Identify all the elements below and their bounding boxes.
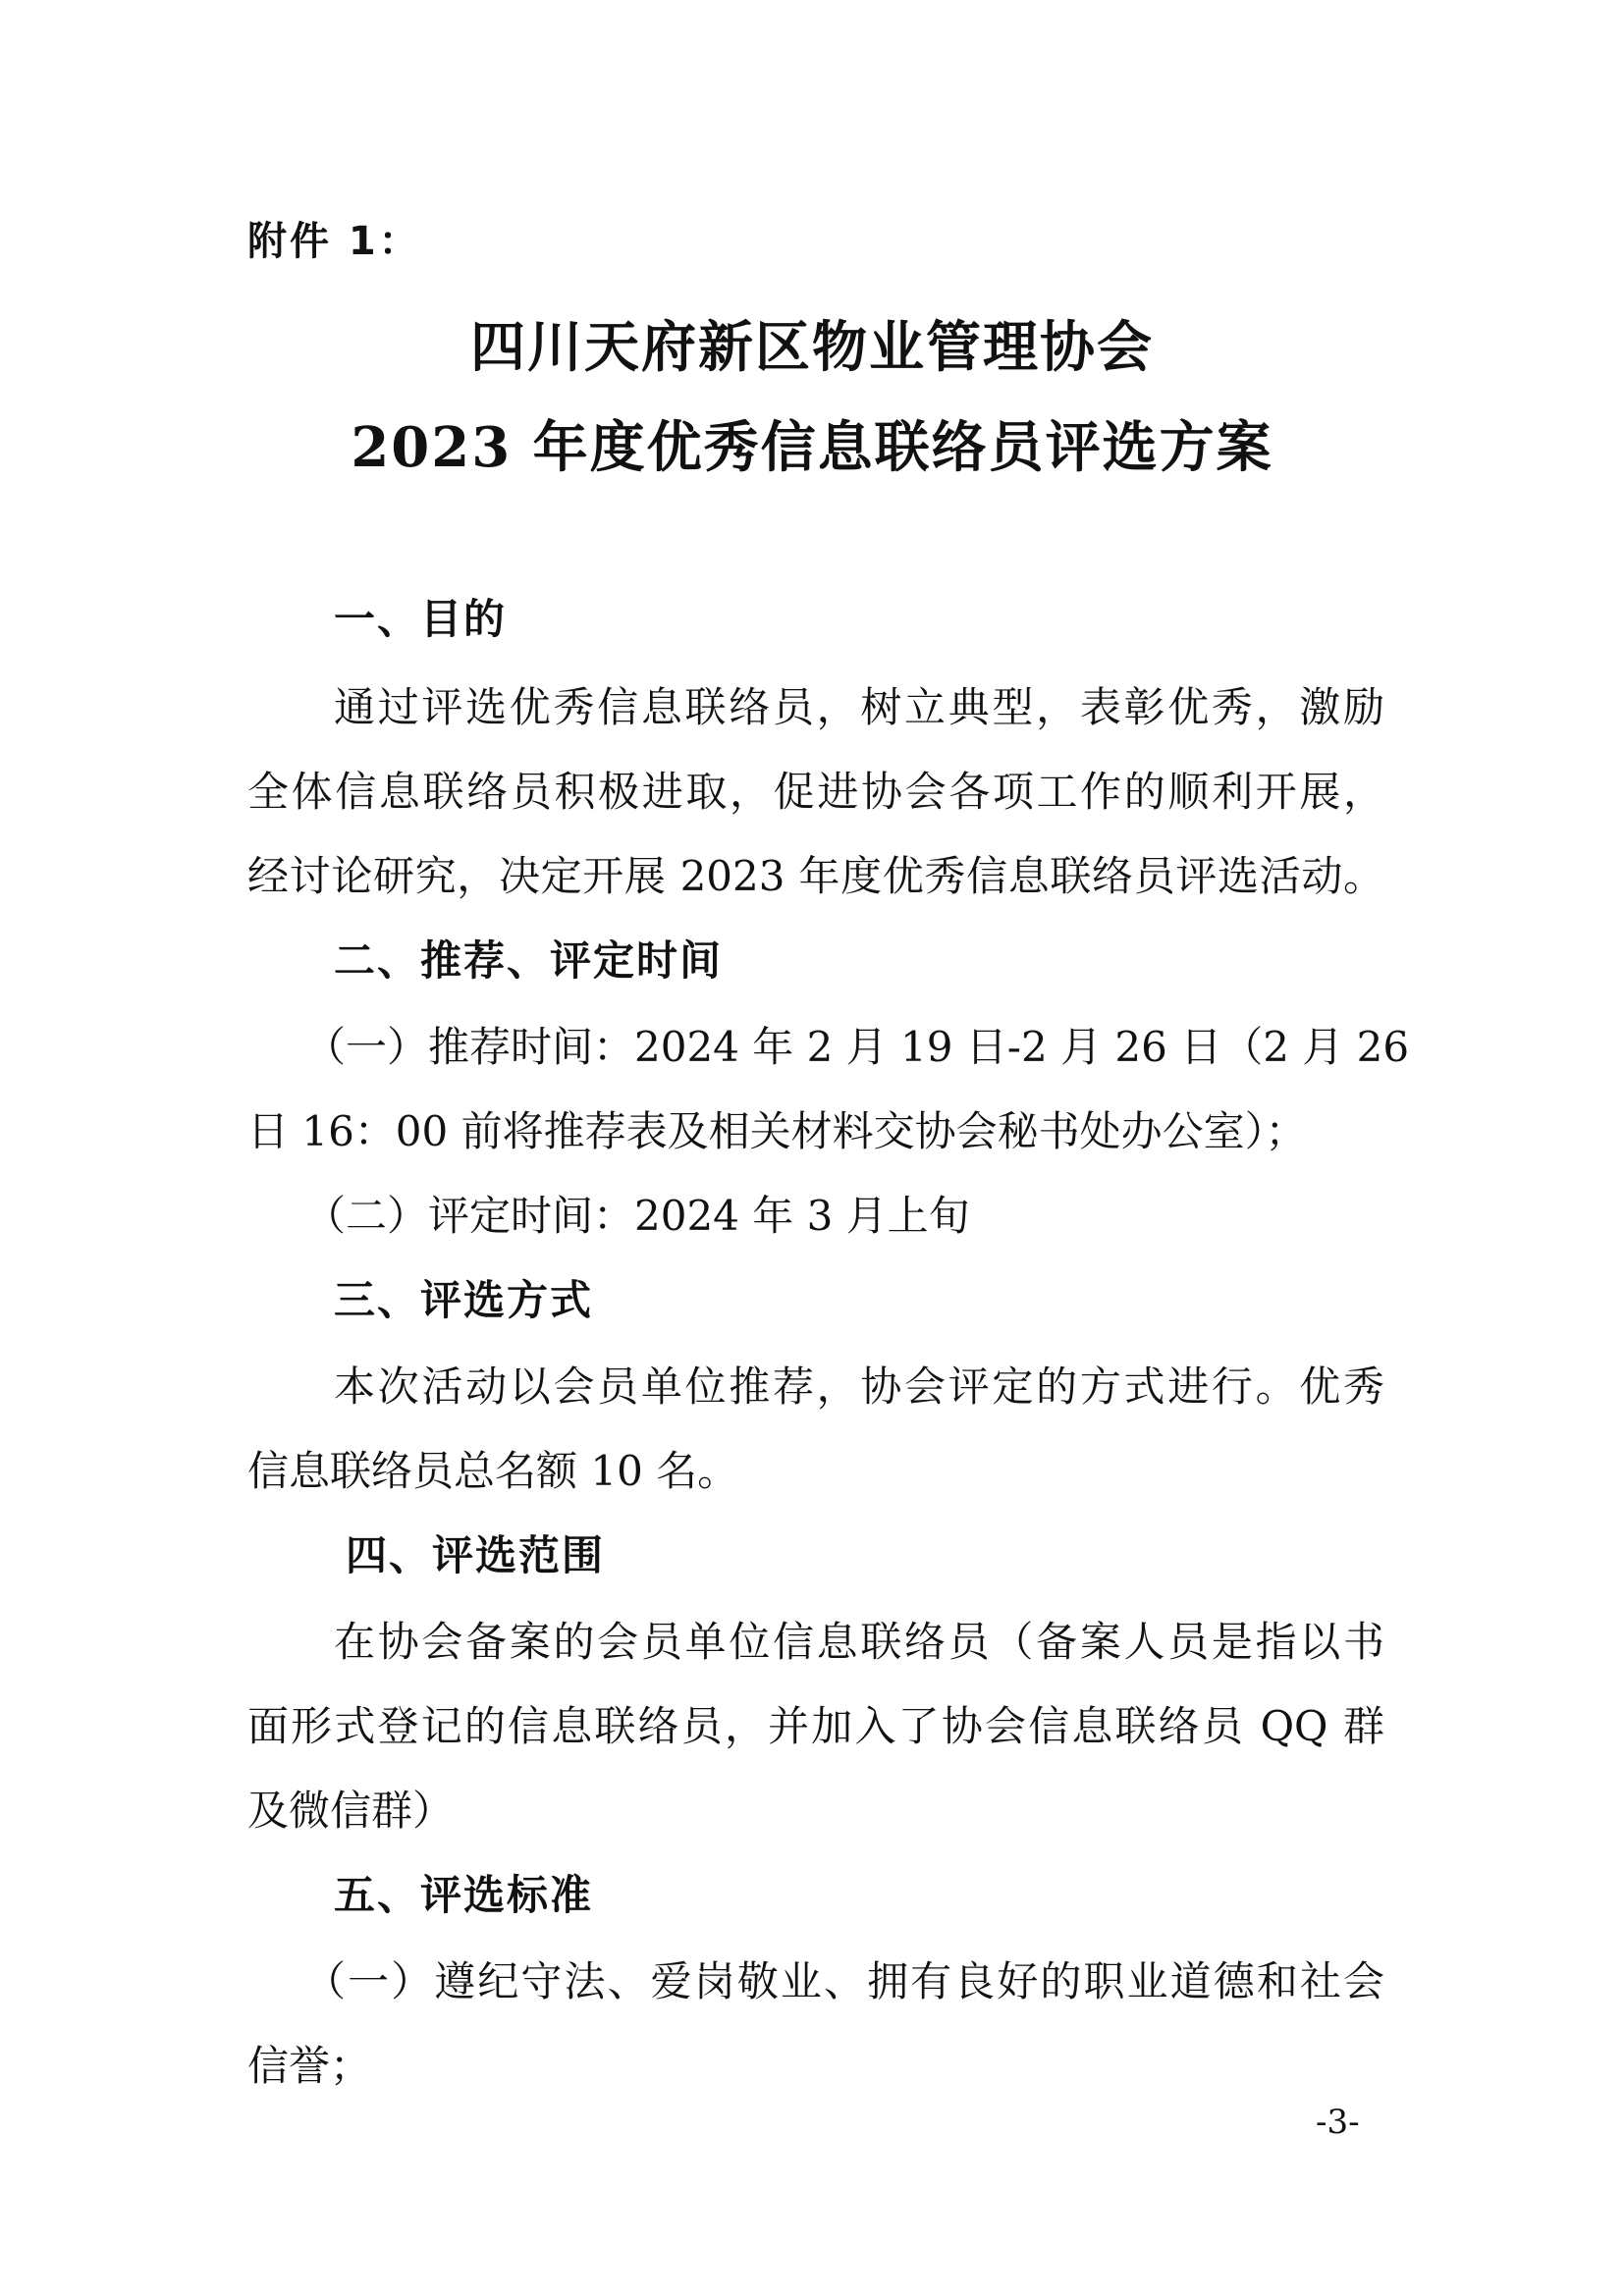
paragraph-line: （二）评定时间：2024 年 3 月上旬 — [304, 1192, 970, 1240]
paragraph-line: 全体信息联络员积极进取，促进协会各项工作的顺利开展， — [247, 768, 1384, 816]
paragraph-line: 面形式登记的信息联络员，并加入了协会信息联络员 QQ 群 — [247, 1702, 1384, 1750]
section-heading-criteria: 五、评选标准 — [334, 1871, 594, 1919]
section-heading-purpose: 一、目的 — [334, 595, 508, 643]
section-heading-method: 三、评选方式 — [334, 1276, 594, 1324]
paragraph-line: （一）遵纪守法、爱岗敬业、拥有良好的职业道德和社会 — [304, 1957, 1384, 2005]
paragraph-line: 经讨论研究，决定开展 2023 年度优秀信息联络员评选活动。 — [247, 852, 1384, 900]
paragraph-line: （一）推荐时间：2024 年 2 月 19 日-2 月 26 日（2 月 26 — [304, 1023, 1410, 1071]
page-number: -3- — [1316, 2103, 1360, 2142]
paragraph-line: 通过评选优秀信息联络员，树立典型，表彰优秀，激励 — [334, 683, 1384, 731]
paragraph-line: 在协会备案的会员单位信息联络员（备案人员是指以书 — [334, 1618, 1384, 1666]
document-title-line-2: 2023 年度优秀信息联络员评选方案 — [351, 415, 1273, 480]
section-heading-schedule: 二、推荐、评定时间 — [334, 936, 724, 985]
paragraph-line: 日 16：00 前将推荐表及相关材料交协会秘书处办公室）； — [247, 1107, 1307, 1155]
paragraph-line: 及微信群） — [247, 1787, 455, 1835]
document-title-line-1: 四川天府新区物业管理协会 — [470, 315, 1154, 380]
paragraph-line: 信息联络员总名额 10 名。 — [247, 1447, 739, 1495]
paragraph-line: 信誉； — [247, 2042, 372, 2090]
attachment-label: 附件 1： — [247, 219, 421, 264]
section-heading-scope: 四、评选范围 — [346, 1531, 606, 1579]
paragraph-line: 本次活动以会员单位推荐，协会评定的方式进行。优秀 — [334, 1362, 1384, 1411]
